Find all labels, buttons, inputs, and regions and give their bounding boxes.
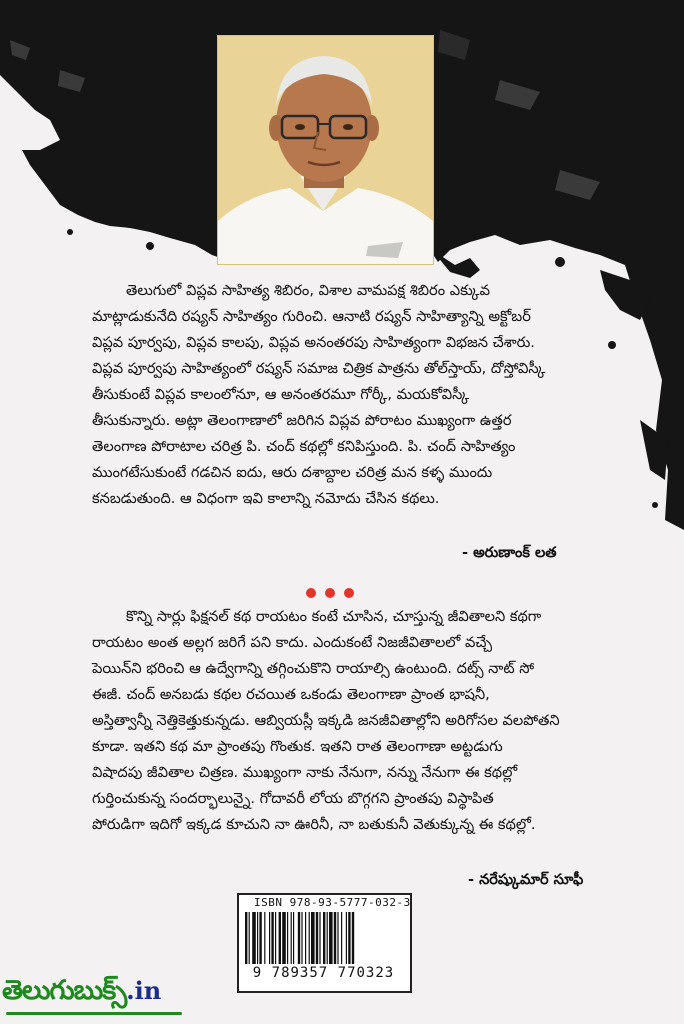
text-line: తీసుకుంటే విప్లవ కాలంలోనూ, ఆ అనంతరమూ గోర్కీ, మయకోవిస్కీ [92, 386, 470, 403]
attribution-2: - నరేష్కుమార్ సూఫీ [468, 872, 584, 888]
author-photo [217, 35, 434, 265]
site-tld: .in [126, 976, 162, 1005]
separator-dot [344, 588, 354, 598]
site-logo[interactable] [2, 975, 161, 1015]
separator-dots [306, 583, 363, 602]
text-line: ఈజీ. చంద్ అనబడు కథల రచయిత ఒకండు తెలంగాణా ప్రాంత భాషనీ, [92, 686, 490, 703]
attribution-1: - అరుణాంక్ లత [462, 545, 557, 561]
text-line: కనబడుతుంది. ఆ విధంగా ఇవి కాలాన్ని నమోదు చేసిన కథలు. [92, 490, 440, 507]
paragraph-2 [92, 604, 632, 838]
separator-dot [325, 588, 335, 598]
text-line: విప్లవ పూర్వపు సాహిత్యంలో రష్యన్ సమాజ చిత్రిక పాత్రను తోల్‌స్తాయ్, దోస్తోవిస్కీ [92, 360, 546, 377]
text-line: తెలంగాణ పోరాటాల చరిత్ర పి. చంద్ కథల్లో కనిపిస్తుంది. పి. చంద్ సాహిత్యం [92, 438, 516, 455]
text-line: తీసుకున్నారు. అట్లా తెలంగాణాలో జరిగిన విప్లవ పోరాటం ముఖ్యంగా ఉత్తర [92, 412, 512, 429]
separator-dot [306, 588, 316, 598]
text-line: రాయటం అంత అల్లగ జరిగే పని కాదు. ఎందుకంటే నిజజీవితాలలో వచ్చే [92, 634, 493, 651]
text-line: ముంగటేసుకుంటే గడచిన ఐదు, ఆరు దశాబ్దాల చరిత్ర మన కళ్ళ ముందు [92, 464, 493, 481]
logo-underline [6, 1012, 182, 1015]
text-line: కూడా. ఇతని కథ మా ప్రాంతపు గొంతుక. ఇతని రాత తెలంగాణా అట్టడుగు [92, 738, 503, 755]
text-line: మాట్లాడుకునేది రష్యన్ సాహిత్యం గురించి. ఆనాటి రష్యన్ సాహిత్యాన్ని అక్టోబర్ [92, 308, 531, 325]
text-line: కొన్ని సార్లు ఫిక్షనల్ కథ రాయటం కంటే చూసిన, చూస్తున్న జీవితాలని కథగా [126, 608, 542, 625]
text-line: గుర్తించుకున్న సందర్భాలున్నై. గోదావరీ లోయ బొగ్గగని ప్రాంతపు విస్థాపిత [92, 790, 494, 807]
text-line: విప్లవ పూర్వపు, విప్లవ కాలపు, విప్లవ అనంతరపు సాహిత్యంగా విభజన చేశారు. [92, 334, 535, 351]
barcode-icon [243, 912, 403, 964]
text-line: అస్తిత్వాన్నీ నెత్తికెత్తుకున్నడు. ఆబ్వియస్లీ ఇక్కడి జనజీవితాల్లోని అరిగోసల వలపోతని [92, 712, 560, 729]
text-line: తెలుగులో విప్లవ సాహిత్య శిబిరం, విశాల వామపక్ష శిబిరం ఎక్కువ [126, 282, 490, 299]
text-line: విషాదపు జీవితాల చిత్రణ. ముఖ్యంగా నాకు నేనుగా, నన్ను నేనుగా ఈ కథల్లో [92, 764, 518, 781]
paragraph-1 [92, 278, 632, 512]
text-line: పెయిన్‌ని భరించి ఆ ఉద్వేగాన్ని తగ్గించుకొని రాయాల్సి ఉంటుంది. దట్స్ నాట్ సో [92, 660, 535, 677]
text-line: పోరుడిగా ఇదిగో ఇక్కడ కూచుని నా ఊరినీ, నా బతుకునీ వెతుక్కున్న ఈ కథల్లో. [92, 816, 536, 833]
barcode-number: 9 789357 770323 [252, 965, 395, 981]
site-name: తెలుగుబుక్స్ [2, 975, 127, 1006]
isbn-label: ISBN 978-93-5777-032-3 [254, 896, 411, 909]
